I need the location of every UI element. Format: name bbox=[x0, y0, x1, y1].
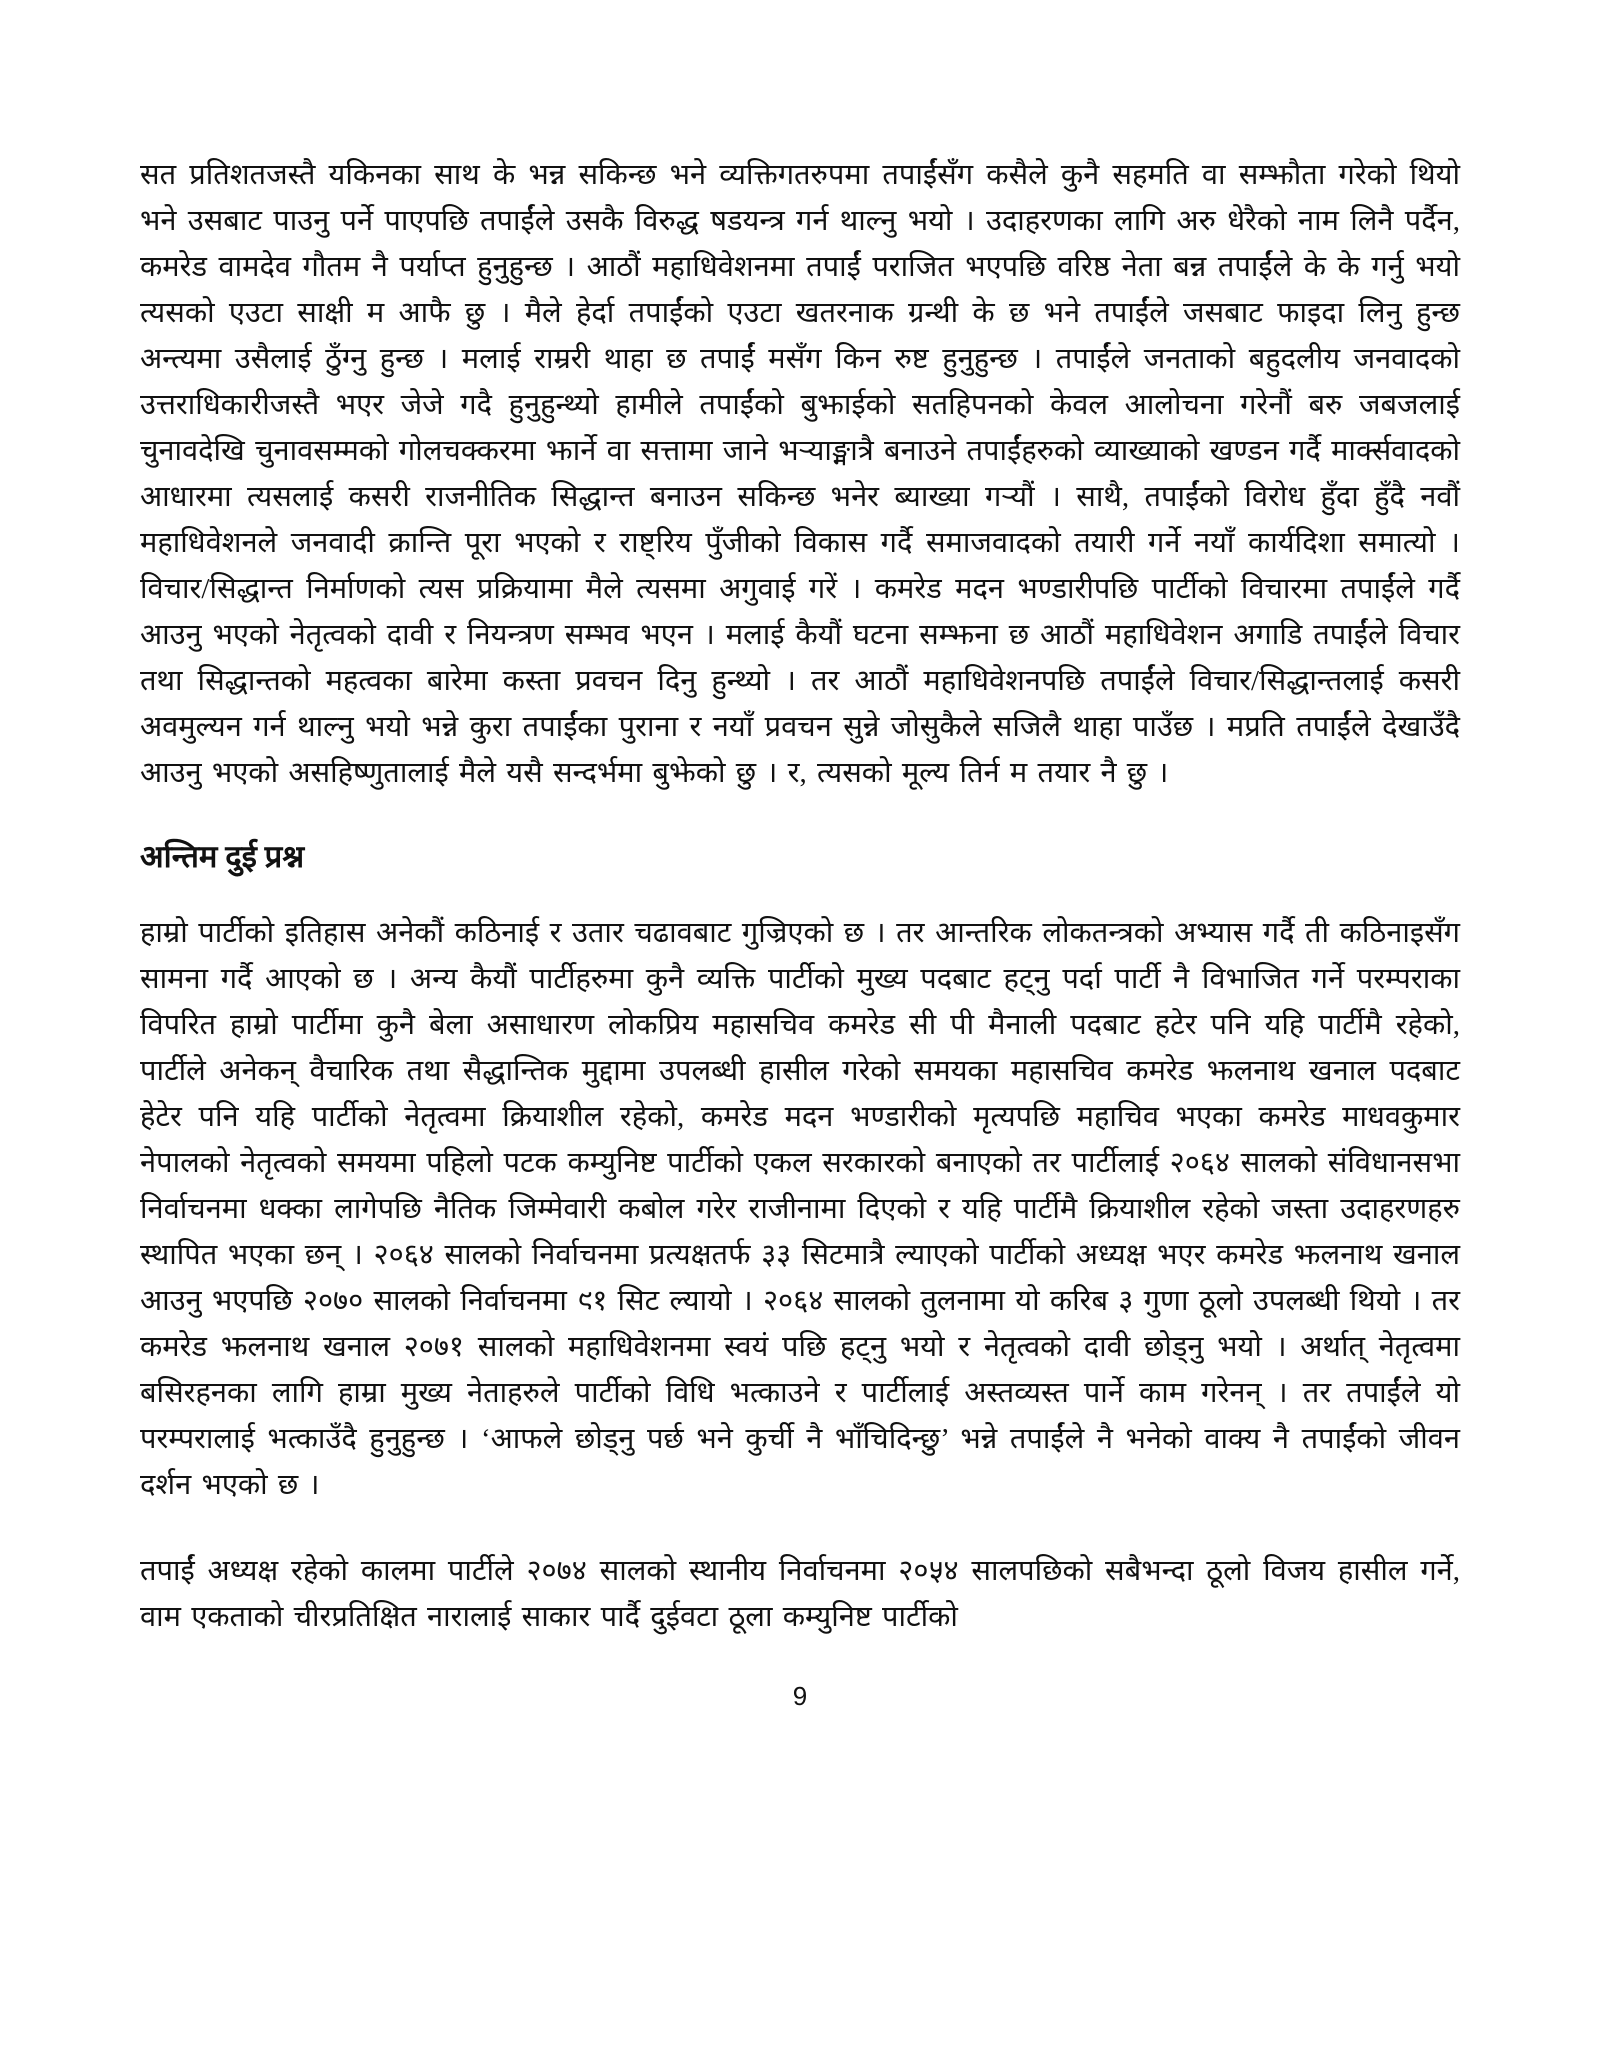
section-heading: अन्तिम दुई प्रश्न bbox=[140, 839, 305, 874]
paragraph-3: तपाईं अध्यक्ष रहेको कालमा पार्टीले २०७४ सालको स्थानीय निर्वाचनमा २०५४ सालपछिको सबैभन्दा ठूलो विजय हासील गर्ने, वाम एकताको चीरप्रतिक्षित नारालाई साकार पार्दै दुईवटा ठूला कम्युनिष्ट पार्टीको bbox=[140, 1555, 1460, 1633]
paragraph-1: सत प्रतिशतजस्तै यकिनका साथ के भन्न सकिन्छ भने व्यक्तिगतरुपमा तपाईंसँग कसैले कुनै सहमति वा सम्झौता गरेको थियो भने उसबाट पाउनु पर्ने पाएपछि तपाईंले उसकै विरुद्ध षडयन्त्र गर्न थाल्नु भयो । उदाहरणका लागि अरु धेरैको नाम लिनै पर्दैन, कमरेड वामदेव गौतम नै पर्याप्त हुनुहुन्छ । आठौं महाधिवेशनमा तपाईं पराजित भएपछि वरिष्ठ नेता बन्न तपाईंले के के गर्नु भयो त्यसको एउटा साक्षी म आफै छु । मैले हेर्दा तपाईंको एउटा खतरनाक ग्रन्थी के छ भने तपाईंले जसबाट फाइदा लिनु हुन्छ अन्त्यमा उसैलाई ठुँग्नु हुन्छ । मलाई राम्ररी थाहा छ तपाईं मसँग किन रुष्ट हुनुहुन्छ । तपाईंले जनताको बहुदलीय जनवादको उत्तराधिकारीजस्तै भएर जेजे गदै हुनुहुन्थ्यो हामीले तपाईंको बुझाईको सतहिपनको केवल आलोचना गरेनौं बरु जबजलाई चुनावदेखि चुनावसम्मको गोलचक्करमा झार्ने वा सत्तामा जाने भऱ्याङ्मात्रै बनाउने तपाईंहरुको व्याख्याको खण्डन गर्दै मार्क्सवादको आधारमा त्यसलाई कसरी राजनीतिक सिद्धान्त बनाउन सकिन्छ भनेर ब्याख्या गऱ्यौं । साथै, तपाईंको विरोध हुँदा हुँदै नवौं महाधिवेशनले जनवादी क्रान्ति पूरा भएको र राष्ट्रिय पुँजीको विकास गर्दै समाजवादको तयारी गर्ने नयाँ कार्यदिशा समात्यो । विचार/सिद्धान्त निर्माणको त्यस प्रक्रियामा मैले त्यसमा अगुवाई गरें । कमरेड मदन भण्डारीपछि पार्टीको विचारमा तपाईंले गर्दै आउनु भएको नेतृत्वको दावी र नियन्त्रण सम्भव भएन । मलाई कैयौं घटना सम्झना छ आठौं महाधिवेशन अगाडि तपाईंले विचार तथा सिद्धान्तको महत्वका बारेमा कस्ता प्रवचन दिनु हुन्थ्यो । तर आठौं महाधिवेशनपछि तपाईंले विचार/सिद्धान्तलाई कसरी अवमुल्यन गर्न थाल्नु भयो भन्ने कुरा तपाईंका पुराना र नयाँ प्रवचन सुन्ने जोसुकैले सजिलै थाहा पाउँछ । मप्रति तपाईंले देखाउँदै आउनु भएको असहिष्णुतालाई मैले यसै सन्दर्भमा बुझेको छु । र, त्यसको मूल्य तिर्न म तयार नै छु । bbox=[140, 159, 1460, 789]
page-number: 9 bbox=[792, 1681, 808, 1711]
paragraph-2: हाम्रो पार्टीको इतिहास अनेकौं कठिनाई र उतार चढावबाट गुज्रिएको छ । तर आन्तरिक लोकतन्त्रको अभ्यास गर्दै ती कठिनाइसँग सामना गर्दै आएको छ । अन्य कैयौं पार्टीहरुमा कुनै व्यक्ति पार्टीको मुख्य पदबाट हट्नु पर्दा पार्टी नै विभाजित गर्ने परम्पराका विपरित हाम्रो पार्टीमा कुनै बेला असाधारण लोकप्रिय महासचिव कमरेड सी पी मैनाली पदबाट हटेर पनि यहि पार्टीमै रहेको, पार्टीले अनेकन् वैचारिक तथा सैद्धान्तिक मुद्दामा उपलब्धी हासील गरेको समयका महासचिव कमरेड झलनाथ खनाल पदबाट हेटेर पनि यहि पार्टीको नेतृत्वमा क्रियाशील रहेको, कमरेड मदन भण्डारीको मृत्यपछि महाचिव भएका कमरेड माधवकुमार नेपालको नेतृत्वको समयमा पहिलो पटक कम्युनिष्ट पार्टीको एकल सरकारको बनाएको तर पार्टीलाई २०६४ सालको संविधानसभा निर्वाचनमा धक्का लागेपछि नैतिक जिम्मेवारी कबोल गरेर राजीनामा दिएको र यहि पार्टीमै क्रियाशील रहेको जस्ता उदाहरणहरु स्थापित भएका छन् । २०६४ सालको निर्वाचनमा प्रत्यक्षतर्फ ३३ सिटमात्रै ल्याएको पार्टीको अध्यक्ष भएर कमरेड झलनाथ खनाल आउनु भएपछि २०७० सालको निर्वाचनमा ९१ सिट ल्यायो । २०६४ सालको तुलनामा यो करिब ३ गुणा ठूलो उपलब्धी थियो । तर कमरेड झलनाथ खनाल २०७१ सालको महाधिवेशनमा स्वयं पछि हट्नु भयो र नेतृत्वको दावी छोड्नु भयो । अर्थात् नेतृत्वमा बसिरहनका लागि हाम्रा मुख्य नेताहरुले पार्टीको विधि भत्काउने र पार्टीलाई अस्तव्यस्त पार्ने काम गरेनन् । तर तपाईंले यो परम्परालाई भत्काउँदै हुनुहुन्छ । ‘आफले छोड्नु पर्छ भने कुर्ची नै भाँचिदिन्छु’ भन्ने तपाईंले नै भनेको वाक्य नै तपाईंको जीवन दर्शन भएको छ । bbox=[140, 917, 1460, 1501]
